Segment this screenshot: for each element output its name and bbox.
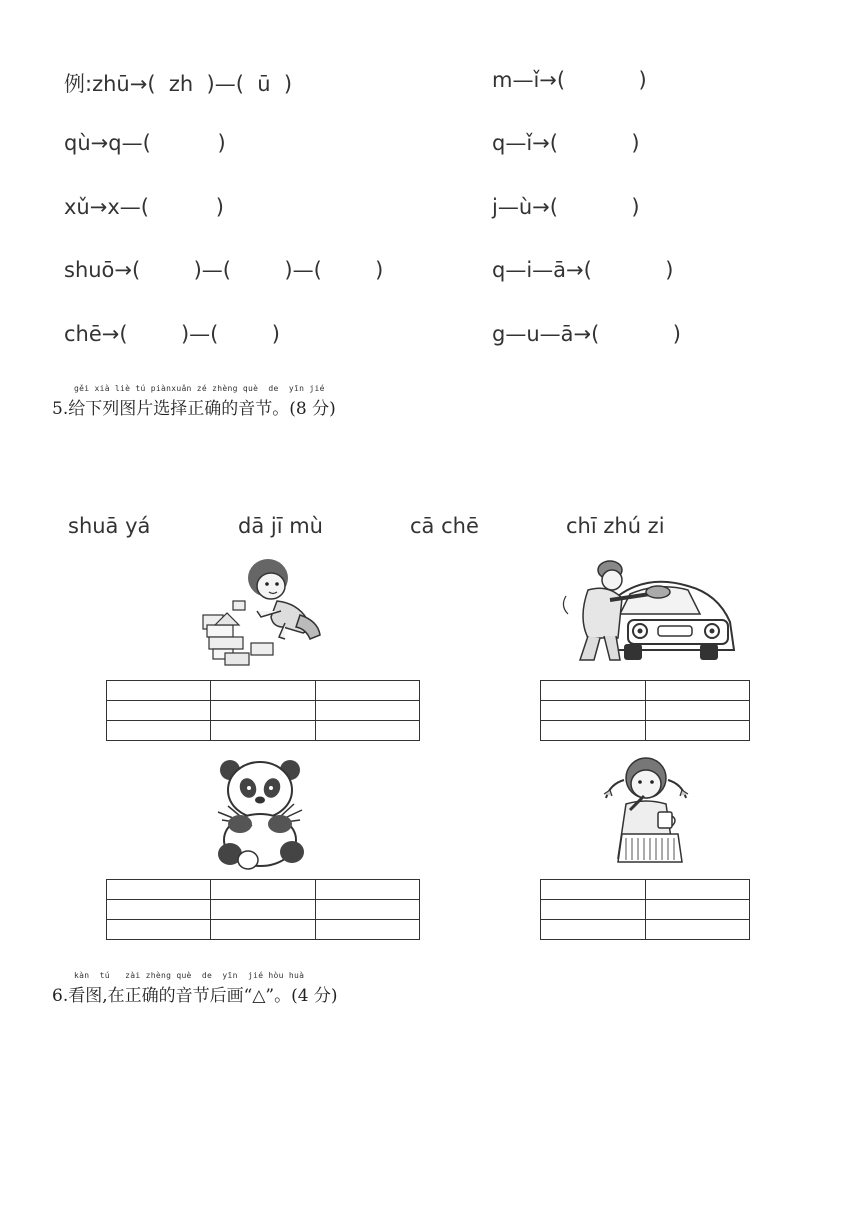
- answer-cell[interactable]: [107, 880, 211, 900]
- answer-cell[interactable]: [541, 880, 646, 900]
- row-left-5: chē→( )—( ): [64, 322, 280, 346]
- section-5-title: 5.给下列图片选择正确的音节。(8 分): [52, 399, 336, 419]
- row-right-2: q—ǐ→( ): [492, 131, 640, 155]
- answer-cell[interactable]: [645, 721, 750, 741]
- answer-cell[interactable]: [107, 701, 211, 721]
- answer-grid-1: [106, 680, 420, 741]
- row-left-2: qù→q—( ): [64, 131, 226, 155]
- boy-building-blocks-picture: [195, 553, 330, 673]
- answer-cell[interactable]: [541, 900, 646, 920]
- answer-cell[interactable]: [107, 721, 211, 741]
- answer-cell[interactable]: [107, 920, 211, 940]
- option-da-ji-mu: dā jī mù: [238, 514, 323, 538]
- answer-grid-2: [540, 680, 750, 741]
- answer-cell[interactable]: [645, 920, 750, 940]
- example-row: 例:zhū→( zh )—( ū ): [64, 72, 293, 96]
- answer-cell[interactable]: [211, 721, 315, 741]
- answer-cell[interactable]: [211, 880, 315, 900]
- section-6-pinyin: kàn tú zài zhèng què de yīn jié hòu huà: [74, 971, 305, 980]
- answer-cell[interactable]: [315, 900, 419, 920]
- answer-cell[interactable]: [541, 681, 646, 701]
- answer-cell[interactable]: [211, 701, 315, 721]
- answer-cell[interactable]: [211, 900, 315, 920]
- answer-cell[interactable]: [107, 681, 211, 701]
- answer-grid-3: [106, 879, 420, 940]
- row-right-4: q—i—ā→( ): [492, 258, 674, 282]
- girl-brushing-teeth-picture: [600, 754, 692, 870]
- section-5-pinyin: gěi xià liè tú piànxuǎn zé zhèng què de yīn jié: [74, 384, 325, 393]
- option-shua-ya: shuā yá: [68, 514, 151, 538]
- option-ca-che: cā chē: [410, 514, 479, 538]
- panda-eating-bamboo-picture: [208, 756, 314, 870]
- man-washing-car-picture: [560, 556, 740, 668]
- row-right-5: g—u—ā→( ): [492, 322, 681, 346]
- row-left-4: shuō→( )—( )—( ): [64, 258, 384, 282]
- answer-cell[interactable]: [211, 681, 315, 701]
- answer-cell[interactable]: [315, 721, 419, 741]
- answer-cell[interactable]: [645, 880, 750, 900]
- answer-cell[interactable]: [541, 721, 646, 741]
- answer-grid-4: [540, 879, 750, 940]
- answer-cell[interactable]: [315, 880, 419, 900]
- option-chi-zhu-zi: chī zhú zi: [566, 514, 665, 538]
- answer-cell[interactable]: [541, 701, 646, 721]
- answer-cell[interactable]: [315, 681, 419, 701]
- row-right-1: m—ǐ→( ): [492, 68, 647, 92]
- answer-cell[interactable]: [645, 681, 750, 701]
- answer-cell[interactable]: [315, 701, 419, 721]
- answer-cell[interactable]: [645, 701, 750, 721]
- answer-cell[interactable]: [645, 900, 750, 920]
- section-6-title: 6.看图,在正确的音节后画“△”。(4 分): [52, 986, 338, 1006]
- answer-cell[interactable]: [541, 920, 646, 940]
- answer-cell[interactable]: [315, 920, 419, 940]
- answer-cell[interactable]: [107, 900, 211, 920]
- row-left-3: xǔ→x—( ): [64, 195, 224, 219]
- answer-cell[interactable]: [211, 920, 315, 940]
- row-right-3: j—ù→( ): [492, 195, 640, 219]
